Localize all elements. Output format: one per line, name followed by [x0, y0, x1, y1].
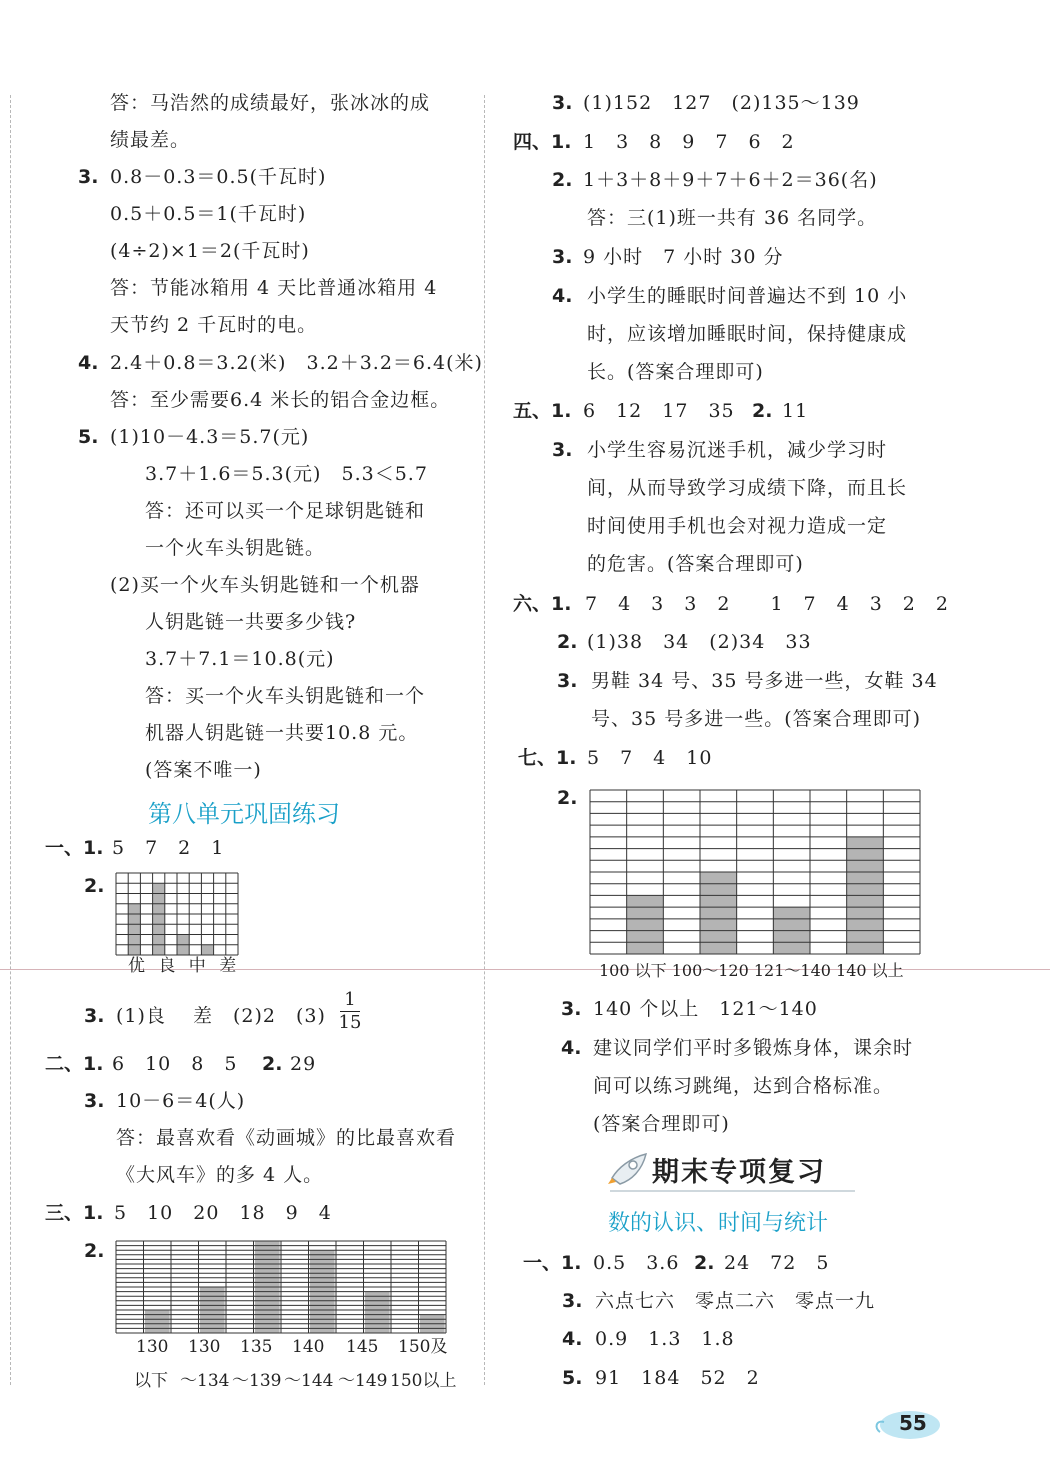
chart2-tick-label: 140 [292, 1337, 325, 1357]
chart-unit8-grades [115, 872, 239, 956]
bar-差 [201, 945, 213, 955]
question-number: 2. [262, 1053, 283, 1075]
chart2-tick-label: ～149 [338, 1371, 388, 1391]
bar-100以下 [627, 895, 664, 954]
answer-line: 天节约 2 千瓦时的电。 [110, 314, 318, 336]
answer-line: 一个火车头钥匙链。 [145, 537, 326, 559]
question-number: 3. [84, 1090, 105, 1112]
question-number: 4. [78, 352, 99, 374]
chart2-tick-label: ～134 [180, 1371, 230, 1391]
section-number: 二、1. [45, 1053, 104, 1075]
answer-line: 140 个以上 121～140 [593, 998, 818, 1020]
answer-line: 0.8－0.3＝0.5(千瓦时) [110, 166, 327, 188]
answer-line: 《大风车》的多 4 人。 [116, 1164, 324, 1186]
bar-优 [128, 904, 140, 955]
left-margin-line [10, 95, 11, 1385]
answer-line: 5 7 4 10 [587, 747, 713, 769]
question-number: 3. [561, 998, 582, 1020]
answer-line: 0.9 1.3 1.8 [595, 1328, 735, 1350]
answer-line: (1)38 34 (2)34 33 [587, 631, 812, 653]
chart2-tick-label: 150及 [398, 1337, 448, 1357]
question-number: 3. [84, 1005, 105, 1027]
question-number: 2. [694, 1252, 715, 1274]
question-number: 4. [562, 1328, 583, 1350]
bar-100～120 [700, 872, 737, 954]
chart2-tick-label: 130 [188, 1337, 221, 1357]
final-review-title: 期末专项复习 [652, 1157, 826, 1188]
answer-line: 机器人钥匙链一共要10.8 元。 [145, 722, 419, 744]
answer-line: (1)10－4.3＝5.7(元) [110, 426, 310, 448]
answer-line: 答：马浩然的成绩最好，张冰冰的成 [110, 92, 431, 114]
answer-line: 5 7 2 1 [112, 837, 225, 859]
question-number: 3. [557, 670, 578, 692]
chart2-tick-label: 以下 [134, 1371, 168, 1391]
answer-line: (答案合理即可) [593, 1113, 730, 1135]
section-number: 六、1. [513, 593, 572, 615]
answer-line: 间，从而导致学习成绩下降，而且长 [587, 477, 908, 499]
question-number: 2. [552, 169, 573, 191]
section-number: 一、1. [45, 837, 104, 859]
section-number: 三、1. [45, 1202, 104, 1224]
section-number: 五、1. [513, 400, 572, 422]
column-divider [484, 95, 485, 1385]
question-number: 2. [752, 400, 773, 422]
title-underline [610, 1190, 855, 1192]
chart2-tick-label: 135 [240, 1337, 273, 1357]
answer-line: 3.7＋7.1＝10.8(元) [145, 648, 335, 670]
question-number: 2. [557, 787, 578, 809]
answer-line: 答：还可以买一个足球钥匙链和 [145, 500, 426, 522]
chart2-labels [118, 1336, 458, 1392]
answer-line: 24 72 5 [724, 1252, 830, 1274]
answer-line: 1 3 8 9 7 6 2 [583, 131, 795, 153]
answer-line: (4÷2)×1＝2(千瓦时) [110, 240, 310, 262]
chart2-tick-label: 130 [136, 1337, 169, 1357]
section-number: 四、1. [513, 131, 572, 153]
answer-line: 小学生容易沉迷手机，减少学习时 [587, 439, 888, 461]
answer-line: 绩最差。 [110, 129, 191, 151]
answer-line: 建议同学们平时多锻炼身体，课余时 [593, 1037, 914, 1059]
chart2-tick-label: 145 [346, 1337, 379, 1357]
answer-line: (2)买一个火车头钥匙链和一个机器 [110, 574, 420, 596]
question-number: 2. [84, 875, 105, 897]
chart-jump-rope [589, 789, 921, 955]
answer-line: (答案不唯一) [145, 759, 262, 781]
answer-line: 的危害。(答案合理即可) [587, 553, 804, 575]
answer-line: 答：买一个火车头钥匙链和一个 [145, 685, 426, 707]
answer-line: (1)良 差 (2)2 (3) [116, 1005, 326, 1027]
question-number: 2. [84, 1240, 105, 1262]
answer-line: 号、35 号多进一些。(答案合理即可) [591, 708, 922, 730]
rocket-icon [606, 1150, 650, 1186]
answer-line: 答：三(1)班一共有 36 名同学。 [587, 207, 878, 229]
chart3-category-labels: 100 以下 100～120 121～140 140 以上 [599, 961, 904, 980]
answer-line: 时，应该增加睡眠时间，保持健康成 [587, 323, 908, 345]
answer-line: 间可以练习跳绳，达到合格标准。 [593, 1075, 894, 1097]
answer-line: 5 10 20 18 9 4 [114, 1202, 332, 1224]
chart-grid [116, 1241, 446, 1333]
answer-line: 长。(答案合理即可) [587, 361, 764, 383]
fraction-numerator: 1 [344, 989, 356, 1010]
answer-line: (1)152 127 (2)135～139 [583, 92, 860, 114]
answer-line: 6 10 8 5 [112, 1053, 238, 1075]
unit8-title: 第八单元巩固练习 [148, 800, 340, 828]
answer-line: 六点七六 零点二六 零点一九 [595, 1290, 876, 1312]
fraction-denominator: 15 [338, 1012, 362, 1033]
question-number: 5. [562, 1367, 583, 1389]
answer-line: 2.4＋0.8＝3.2(米) 3.2＋3.2＝6.4(米) [110, 352, 483, 374]
bar-良 [153, 883, 165, 955]
fraction [338, 989, 362, 1034]
bar-130以下 [145, 1310, 170, 1333]
answer-line: 1＋3＋8＋9＋7＋6＋2＝36(名) [583, 169, 878, 191]
chart-category-labels: 优 良 中 差 [128, 956, 241, 976]
question-number: 2. [557, 631, 578, 653]
answer-line: 答：最喜欢看《动画城》的比最喜欢看 [116, 1127, 457, 1149]
chart2-tick-label: 150以上 [390, 1371, 457, 1391]
chart2-tick-label: ～144 [284, 1371, 334, 1391]
question-number: 5. [78, 426, 99, 448]
answer-line: 0.5＋0.5＝1(千瓦时) [110, 203, 307, 225]
answer-line: 答：节能冰箱用 4 天比普通冰箱用 4 [110, 277, 438, 299]
answer-line: 7 4 3 3 2 1 7 4 3 2 2 [585, 593, 949, 615]
question-number: 4. [552, 285, 573, 307]
question-number: 3. [552, 439, 573, 461]
answer-line: 10－6＝4(人) [116, 1090, 246, 1112]
chart2-tick-label: ～139 [232, 1371, 282, 1391]
answer-line: 11 [782, 400, 809, 422]
answer-line: 29 [290, 1053, 317, 1075]
answer-line: 小学生的睡眠时间普遍达不到 10 小 [587, 285, 908, 307]
answer-line: 时间使用手机也会对视力造成一定 [587, 515, 888, 537]
answer-line: 91 184 52 2 [595, 1367, 760, 1389]
answer-line: 人钥匙链一共要多少钱? [145, 611, 357, 633]
section-number: 一、1. [523, 1252, 582, 1274]
question-number: 3. [552, 246, 573, 268]
answer-line: 6 12 17 35 [583, 400, 735, 422]
question-number: 4. [561, 1037, 582, 1059]
answer-line: 男鞋 34 号、35 号多进一些，女鞋 34 [591, 670, 938, 692]
final-review-subtitle: 数的认识、时间与统计 [608, 1211, 829, 1236]
question-number: 3. [552, 92, 573, 114]
question-number: 3. [562, 1290, 583, 1312]
answer-line: 9 小时 7 小时 30 分 [583, 246, 784, 268]
bar-145～149 [365, 1292, 390, 1333]
answer-line: 答：至少需要6.4 米长的铝合金边框。 [110, 389, 451, 411]
page-number: 55 [899, 1411, 927, 1435]
chart-height-distribution [115, 1240, 447, 1334]
answer-line: 3.7＋1.6＝5.3(元) 5.3＜5.7 [145, 463, 428, 485]
question-number: 3. [78, 166, 99, 188]
answer-line: 0.5 3.6 [593, 1252, 680, 1274]
section-number: 七、1. [518, 747, 577, 769]
